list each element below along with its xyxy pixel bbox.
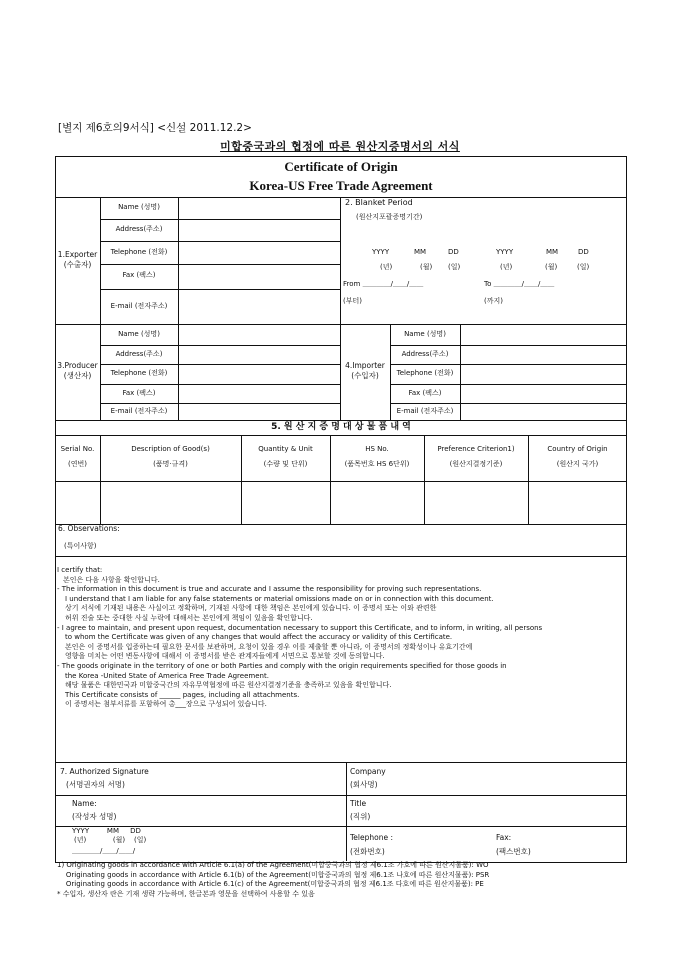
rule <box>55 481 627 482</box>
importer-email-label: E-mail (전자주소) <box>396 407 454 415</box>
company-label: Company <box>350 767 386 776</box>
rule <box>100 403 340 404</box>
exporter-fax-label: Fax (팩스) <box>122 271 156 279</box>
name-label: Name: <box>72 799 97 808</box>
producer-name-label: Name (성명) <box>118 330 160 338</box>
signature-date-field[interactable]: ＿＿＿＿/＿＿/＿＿/ <box>72 847 136 855</box>
importer-telephone-label: Telephone (전화) <box>396 369 454 377</box>
from-dd: DD <box>448 248 459 256</box>
exporter-address-label: Address(주소) <box>115 225 163 233</box>
rule <box>55 524 627 525</box>
signature-title: 7. Authorized Signature <box>60 767 149 776</box>
goods-col-serial: Serial No. (연번) <box>60 445 95 468</box>
goods-col-criterion: Preference Criterion1) (원산지결정기준) <box>437 445 515 468</box>
goods-section-title: 5. 원 산 지 증 명 대 상 물 품 내 역 <box>271 422 411 432</box>
to-month-ko: (월) <box>545 263 558 271</box>
rule <box>390 403 627 404</box>
fax-label: Fax: <box>496 833 512 842</box>
from-mm: MM <box>414 248 427 256</box>
to-date-field[interactable]: To ＿＿＿＿/＿＿/＿＿ <box>484 280 555 288</box>
to-day-ko: (일) <box>577 263 590 271</box>
rule <box>55 197 627 198</box>
importer-address-label: Address(주소) <box>401 350 449 358</box>
from-month-ko: (월) <box>420 263 433 271</box>
goods-col-quantity: Quantity & Unit (수량 및 단위) <box>258 445 313 468</box>
telephone-label: Telephone : <box>350 833 394 842</box>
importer-fax-label: Fax (팩스) <box>408 389 442 397</box>
observations-ko: (특이사항) <box>64 542 97 550</box>
rule <box>55 556 627 557</box>
rule <box>390 384 627 385</box>
observations-title: 6. Observations: <box>58 524 120 533</box>
rule <box>100 241 340 242</box>
rule <box>100 364 340 365</box>
rule <box>346 762 347 861</box>
to-ko: (까지) <box>484 297 503 305</box>
rule <box>55 762 627 763</box>
korean-title: 미합중국과의 협정에 따른 원산지증명서의 서식 <box>220 140 460 153</box>
rule <box>100 264 340 265</box>
rule <box>178 197 179 324</box>
exporter-label: 1.Exporter (수출자) <box>57 250 98 269</box>
producer-email-label: E-mail (전자주소) <box>110 407 168 415</box>
title-ko: (직위) <box>350 812 371 821</box>
to-mm: MM <box>546 248 559 256</box>
to-yyyy: YYYY <box>496 248 514 256</box>
rule <box>178 324 179 420</box>
blanket-period-subtitle: (원산지포괄증명기간) <box>356 213 423 221</box>
goods-col-hs: HS No. (품목번호 HS 6단위) <box>344 445 410 468</box>
producer-address-label: Address(주소) <box>115 350 163 358</box>
rule <box>100 345 340 346</box>
blanket-period-title: 2. Blanket Period <box>345 198 413 207</box>
goods-col-description: Description of Good(s) (품명·규격) <box>131 445 210 468</box>
from-yyyy: YYYY <box>372 248 390 256</box>
exporter-email-label: E-mail (전자주소) <box>110 302 168 310</box>
from-year-ko: (년) <box>380 263 393 271</box>
producer-telephone-label: Telephone (전화) <box>110 369 168 377</box>
certificate-title: Certificate of Origin <box>284 159 398 174</box>
rule <box>340 197 341 324</box>
rule <box>100 289 340 290</box>
name-ko: (작성자 성명) <box>72 812 117 821</box>
exporter-telephone-label: Telephone (전화) <box>110 248 168 256</box>
rule <box>100 219 340 220</box>
rule <box>55 435 627 436</box>
goods-col-country: Country of Origin (원산지 국가) <box>547 445 608 468</box>
to-dd: DD <box>578 248 589 256</box>
signature-title-ko: (서명권자의 서명) <box>66 780 125 789</box>
importer-label: 4.Importer (수입자) <box>345 361 385 380</box>
producer-fax-label: Fax (팩스) <box>122 389 156 397</box>
rule <box>55 795 627 796</box>
rule <box>100 384 340 385</box>
exporter-name-label: Name (성명) <box>118 203 160 211</box>
from-ko: (부터) <box>343 297 362 305</box>
certification-text: I certify that: 본인은 다음 사항을 확인합니다. - The information in this document is true and accurate and I assume the responsibility for proving such representations. I understand that I am liable for any false statements or material omissions made on or in connection with this document. 상기 서식에 기재된 내용은 사실이고 정확하며, 기재된 사항에 대한 책임은 본인에게 있습니다. 이 증명서 또는 이와 관련한 허위 진술 또는 중대한 사실 누락에 대해서는 본인에게 책임이 있음을 확인합니다. - I agree to maintain, and present upon request, documentation necessary to support this Certificate, and to inform, in writing, all persons to whom the Certificate was given of any changes that would affect the accuracy or validity of this Certificate. 본인은 이 증명서를 입증하는데 필요한 문서를 보관하며, 요청이 있을 경우 이를 제출할 뿐 아니라, 이 증명서의 정확성이나 유효기간에 영향을 미치는 어떤 변동사항에 대해서 이 증명서를 받은 관계자들에게 서면으로 통보할 것에 동의합니다. - The goods originate in the territory of one or both Parties and comply with the origin requirements specified for those goods in the Korea -United State of America Free Trade Agreement. 해당 물품은 대한민국과 미합중국간의 자유무역협정에 따른 원산지결정기준을 충족하고 있음을 확인합니다. This Certificate consists of ______ pages, including all attachments. 이 증명서는 첨부서류를 포함하여 총___장으로 구성되어 있습니다. <box>57 566 543 709</box>
rule <box>390 345 627 346</box>
from-date-field[interactable]: From ＿＿＿＿/＿＿/＿＿ <box>343 280 424 288</box>
telephone-ko: (전화번호) <box>350 847 385 856</box>
rule <box>460 324 461 420</box>
agreement-title: Korea-US Free Trade Agreement <box>249 178 433 193</box>
footnotes: 1) Originating goods in accordance with Article 6.1(a) of the Agreement(미합중국과의 협정 제6.1조 가호에 따른 원산지물품): WO Originating goods in accordance with Article 6.1(b) of the Agreement(미합중국과의 협정 제6.1조 나호에 따른 원산지물품): PSR Originating goods in accordance with Article 6.1(c) of the Agreement(미합중국과의 협정 제6.1조 다호에 따른 원산지물품): PE * 수입자, 생산자 란은 기재 생략 가능하며, 한글본과 영문을 선택하여 사용할 수 있음 <box>57 861 490 898</box>
to-year-ko: (년) <box>500 263 513 271</box>
from-day-ko: (일) <box>448 263 461 271</box>
fax-ko: (팩스번호) <box>496 847 531 856</box>
producer-label: 3.Producer (생산자) <box>57 361 98 380</box>
certificate-frame <box>55 156 627 863</box>
title-label: Title <box>350 799 367 808</box>
rule <box>390 364 627 365</box>
signature-date-labels: YYYY MM DD <box>72 827 141 835</box>
importer-name-label: Name (성명) <box>404 330 446 338</box>
signature-date-ko: (년) (월) (일) <box>74 836 147 844</box>
company-ko: (회사명) <box>350 780 378 789</box>
rule <box>55 324 627 325</box>
form-reference: [별지 제6호의9서식] <신설 2011.12.2> <box>58 122 252 134</box>
